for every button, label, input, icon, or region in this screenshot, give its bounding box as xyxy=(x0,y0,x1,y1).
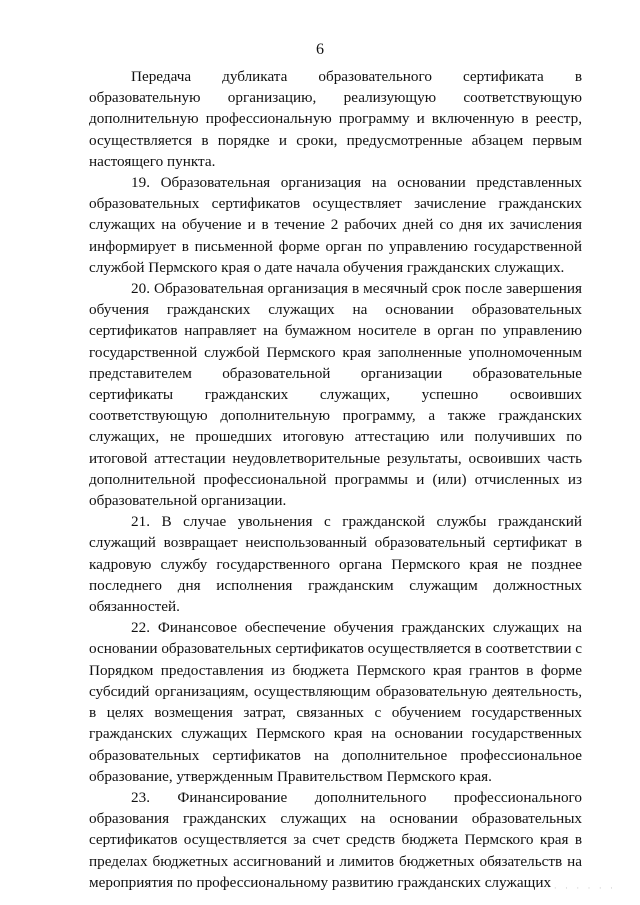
document-body xyxy=(89,66,582,893)
paragraph-duplicate-transfer: Передача дубликата образовательного сертификата в образовательную организацию, реализующую соответствующую дополнительную профессиональную программу и включенную в реестр, осуществляется в порядке и сроки, предусмотренные абзацем первым настоящего пункта. xyxy=(89,68,582,170)
paragraph-21: 21. В случае увольнения с гражданской службы гражданский служащий возвращает неиспользованный образовательный сертификат в кадровую службу государственного органа Пермского края не позднее последнего дня исполнения гражданским служащим должностных обязанностей. xyxy=(89,513,582,616)
paragraph-22: 22. Финансовое обеспечение обучения гражданских служащих на основании образовательных сертификатов осуществляется в соответствии с Порядком предоставления из бюджета Пермского края грантов в форме субсидий организациям, осуществляющим образовательную деятельность, в целях возмещения затрат, связанных с обучением государственных гражданских служащих Пермского края на основании государственных образовательных сертификатов на дополнительное профессиональное образование, утвержденным Правительством Пермского края. xyxy=(89,619,582,785)
paragraph-19: 19. Образовательная организация на основании представленных образовательных сертификатов осуществляет зачисление гражданских служащих на обучение и в течение 2 рабочих дней со дня их зачисления информирует в письменной форме орган по управлению государственной службой Пермского края о дате начала обучения гражданских служащих. xyxy=(89,174,582,276)
paragraph-23: 23. Финансирование дополнительного профессионального образования гражданских служащих на основании образовательных сертификатов осуществляется за счет средств бюджета Пермского края в пределах бюджетных ассигнований и лимитов бюджетных обязательств на мероприятия по профессиональному развитию гражданских служащих xyxy=(89,788,582,891)
scan-artifact-dots: · · · · · · xyxy=(553,883,616,893)
page-number: 6 xyxy=(316,41,324,58)
paragraph-20: 20. Образовательная организация в месячный срок после завершения обучения гражданских служащих на основании образовательных сертификатов направляет на бумажном носителе в орган по управлению государственной службой Пермского края заполненные уполномоченным представителем образовательной организации образовательные сертификаты гражданских служащих, успешно освоивших соответствующую дополнительную программу, а также гражданских служащих, не прошедших итоговую аттестацию или получивших по итоговой аттестации неудовлетворительные результаты, освоивших часть дополнительной профессиональной программы и (или) отчисленных из образовательной организации. xyxy=(89,280,582,510)
